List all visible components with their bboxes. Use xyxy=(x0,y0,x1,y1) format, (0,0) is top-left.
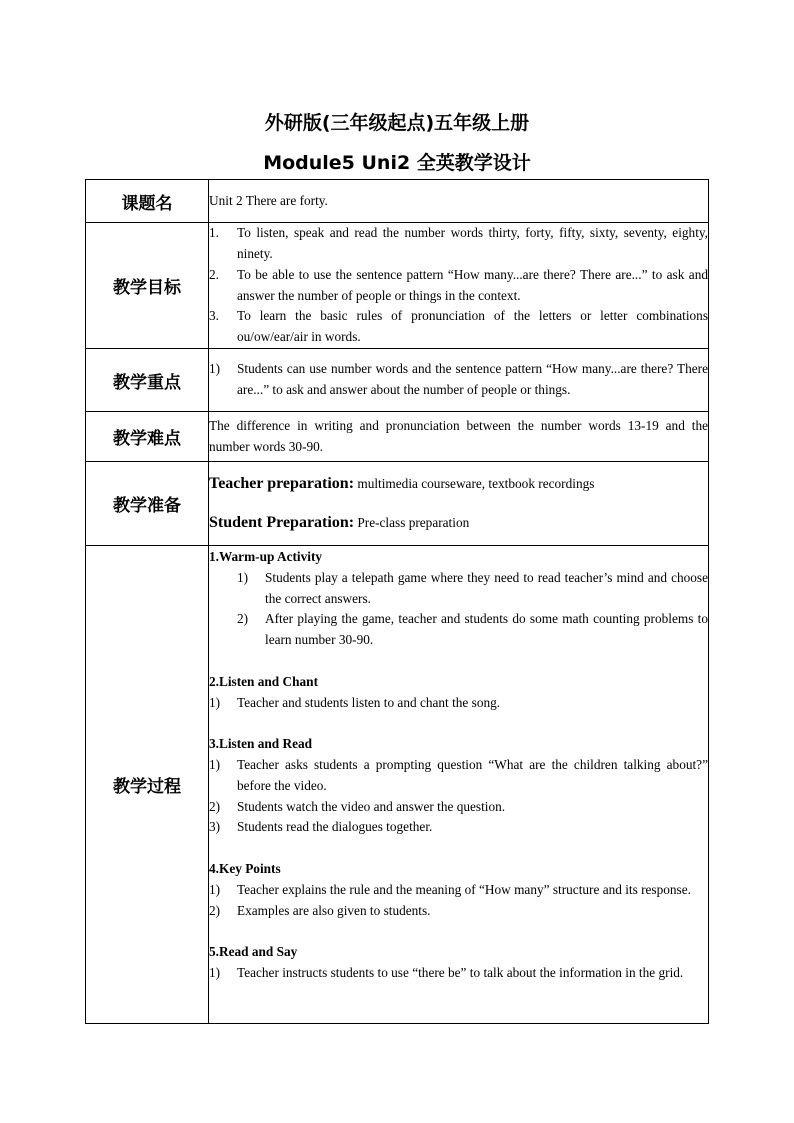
label-objectives: 教学目标 xyxy=(86,223,209,349)
item-number: 1) xyxy=(209,694,221,710)
section-title: 3.Listen and Read xyxy=(209,736,313,752)
teacher-preparation xyxy=(209,474,708,495)
row-process xyxy=(86,546,709,1024)
student-preparation-heading: Student Preparation: xyxy=(209,513,355,531)
list-item xyxy=(209,306,708,348)
item-number: 2. xyxy=(209,266,219,282)
teacher-preparation-text: multimedia courseware, textbook recordings xyxy=(357,475,595,491)
item-text: After playing the game, teacher and students do some math counting problems to learn number 30-90. xyxy=(265,611,708,648)
item-number: 1) xyxy=(209,881,221,897)
list-item xyxy=(209,609,708,651)
document-subtitle: Module5 Uni2 全英教学设计 xyxy=(263,152,531,174)
lesson-plan-table xyxy=(85,179,709,1024)
item-number: 1) xyxy=(237,569,249,585)
student-preparation-text: Pre-class preparation xyxy=(357,514,470,530)
item-text: Teacher and students listen to and chant the song. xyxy=(237,694,501,710)
label-process: 教学过程 xyxy=(86,546,209,1024)
list-item xyxy=(209,755,708,797)
section-title: 2.Listen and Chant xyxy=(209,673,318,689)
key-points-cell xyxy=(209,349,709,412)
item-number: 1) xyxy=(209,756,221,772)
item-number: 2) xyxy=(237,611,249,627)
section-title: 4.Key Points xyxy=(209,860,281,876)
list-item xyxy=(209,693,708,714)
row-difficulties xyxy=(86,412,709,462)
item-number: 3) xyxy=(209,819,221,835)
row-objectives xyxy=(86,223,709,349)
label-topic: 课题名 xyxy=(86,180,209,223)
list-item xyxy=(209,901,708,922)
item-text: To learn the basic rules of pronunciation of the letters or letter combinations ou/ow/ear/air in words. xyxy=(237,308,708,345)
row-preparation xyxy=(86,462,709,546)
list-item xyxy=(209,265,708,307)
item-text: Teacher explains the rule and the meaning of “How many” structure and its response. xyxy=(237,881,691,897)
preparation-cell xyxy=(209,462,709,546)
label-difficulties: 教学难点 xyxy=(86,412,209,462)
item-number: 1) xyxy=(209,964,221,980)
difficulties-cell xyxy=(209,412,709,462)
item-text: Students read the dialogues together. xyxy=(237,819,433,835)
student-preparation xyxy=(209,513,708,534)
topic-text: Unit 2 There are forty. xyxy=(209,180,709,223)
document-title: 外研版(三年级起点)五年级上册 xyxy=(264,112,530,134)
label-key-points: 教学重点 xyxy=(86,349,209,412)
list-item xyxy=(209,568,708,610)
list-item xyxy=(209,817,708,838)
item-text: Students watch the video and answer the question. xyxy=(237,798,506,814)
section-title: 1.Warm-up Activity xyxy=(209,549,323,564)
process-cell xyxy=(209,546,709,1024)
row-key-points xyxy=(86,349,709,412)
item-number: 2) xyxy=(209,902,221,918)
item-text: Teacher asks students a prompting question “What are the children talking about?” before the video. xyxy=(237,756,708,793)
list-item xyxy=(209,963,708,984)
item-number: 2) xyxy=(209,798,221,814)
item-text: Teacher instructs students to use “there be” to talk about the information in the grid. xyxy=(237,964,684,980)
item-number: 3. xyxy=(209,308,219,324)
section-title: 5.Read and Say xyxy=(209,944,298,960)
list-item xyxy=(209,797,708,818)
item-text: Examples are also given to students. xyxy=(237,902,431,918)
row-topic xyxy=(86,180,709,223)
item-text: To be able to use the sentence pattern “How many...are there? There are...” to ask and answer the number of people or things in the context. xyxy=(237,266,708,303)
teacher-preparation-heading: Teacher preparation: xyxy=(209,474,355,492)
item-text: Students play a telepath game where they need to read teacher’s mind and choose the correct answers. xyxy=(265,569,708,606)
objectives-cell xyxy=(209,223,709,349)
item-number: 1. xyxy=(209,225,219,241)
item-text: Students can use number words and the sentence pattern “How many...are there? There are...” to ask and answer about the number of people or things. xyxy=(237,361,708,397)
list-item xyxy=(209,359,708,401)
label-preparation: 教学准备 xyxy=(86,462,209,546)
list-item xyxy=(209,880,708,901)
difficulties-text: The difference in writing and pronunciation between the number words 13-19 and the number words 30-90. xyxy=(209,417,708,454)
list-item xyxy=(209,223,708,265)
item-number: 1) xyxy=(209,361,221,377)
item-text: To listen, speak and read the number words thirty, forty, fifty, sixty, seventy, eighty, ninety. xyxy=(237,225,708,261)
